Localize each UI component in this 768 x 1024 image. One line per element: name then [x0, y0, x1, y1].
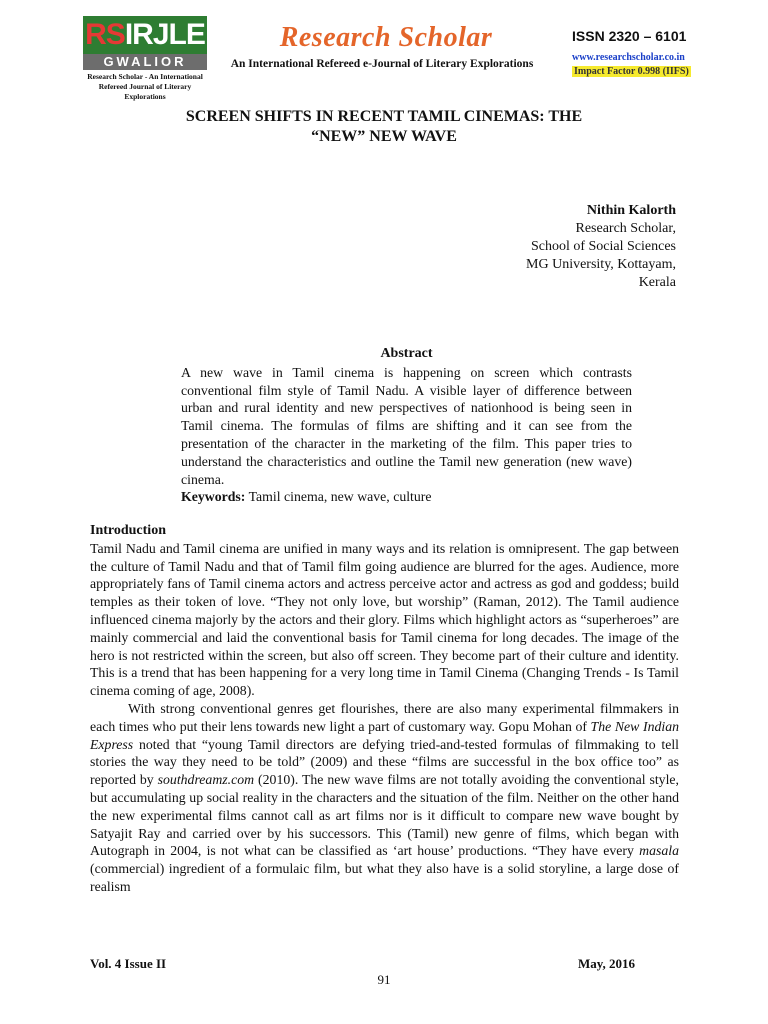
introduction-section	[90, 522, 679, 896]
para2-part-d: (commercial) ingredient of a formulaic film, but what they also have is a solid storyline, a large dose of realism	[90, 861, 679, 894]
footer-date: May, 2016	[577, 956, 635, 971]
para2-source-newspaper: The New Indian Express	[90, 718, 679, 752]
impact-factor: Impact Factor 0.998 (IIFS)	[574, 66, 689, 77]
author-block	[526, 202, 676, 292]
para2-source-website: southdreamz.com	[157, 772, 255, 788]
article-title	[130, 107, 638, 147]
abstract-section	[181, 345, 632, 506]
author-state: Kerala	[638, 275, 676, 290]
keywords-list: Tamil cinema, new wave, culture	[245, 489, 432, 505]
keywords	[181, 488, 632, 506]
issn: ISSN 2320 – 6101	[572, 28, 687, 44]
author-university: MG University, Kottayam,	[526, 257, 676, 272]
logo-tagline-line2: Refereed Journal of Literary Explorations	[98, 82, 192, 101]
para2-part-b: noted that “young Tamil directors are defying tried-and-tested formulas of filmmaking to tell stories the way they need to be told” (2009) and these “films are successful in the box office too” as reported by	[90, 736, 679, 788]
page-number: 91	[377, 972, 391, 987]
logo-city: GWALIOR	[83, 54, 207, 70]
para2-part-c: (2010). The new wave films are not totally avoiding the conventional style, but accumulating up social reality in the characters and the situation of the film. Neither on the other hand the new experimental films cannot call as art films nor is it difficult to compare new wave bought by Satyajit Ray and carried over by his successors. This (Tamil) new genre of films, which began with Autograph in 2004, is not what can be classified as ‘art house’ productions. “They have every	[90, 772, 679, 859]
abstract-heading: Abstract	[380, 346, 433, 361]
journal-title: Research Scholar	[279, 22, 493, 53]
abstract-text: A new wave in Tamil cinema is happening on screen which contrasts conventional film style of Tamil Nadu. A visible layer of difference between urban and rural identity and new perspectives of nationhood is being seen in Tamil cinema. The formulas of films are shifting and it can see from the presentation of the character in the marketing of the film. This paper tries to understand the characteristics and outline the Tamil new generation (new wave) cinema.	[181, 364, 632, 487]
logo-tagline-line1: Research Scholar - An International	[87, 72, 203, 81]
logo-tagline	[83, 72, 207, 102]
para2-term-masala: masala	[639, 843, 679, 859]
footer-volume: Vol. 4 Issue II	[90, 956, 167, 971]
logo-acronym-red: RS	[85, 18, 125, 51]
journal-website-link[interactable]: www.researchscholar.co.in	[572, 52, 685, 63]
article-title-line2: “NEW” NEW WAVE	[311, 128, 457, 145]
introduction-heading: Introduction	[90, 523, 166, 538]
author-name: Nithin Kalorth	[586, 203, 676, 218]
logo-acronym	[83, 16, 207, 54]
author-school: School of Social Sciences	[530, 239, 676, 254]
journal-logo	[83, 16, 207, 101]
article-title-line1: SCREEN SHIFTS IN RECENT TAMIL CINEMAS: THE	[185, 108, 583, 125]
journal-subtitle: An International Refereed e-Journal of Literary Explorations	[230, 58, 534, 70]
author-role: Research Scholar,	[575, 221, 676, 236]
introduction-paragraph-2	[90, 700, 679, 896]
logo-acronym-rest: IRJLE	[124, 18, 205, 51]
keywords-label: Keywords:	[181, 489, 246, 505]
introduction-paragraph-1: Tamil Nadu and Tamil cinema are unified in many ways and its relation is omnipresent. The gap between the culture of Tamil Nadu and that of Tamil film going audience are blurred for the ages. Audience, more appropriately fans of Tamil cinema actors and actress perceive actor and actress as god and goddess; build temples as their token of love. “They not only love, but worship” (Raman, 2012). The Tamil audience influenced cinema majorly by the actors and their glory. Films which highlight actors as “superheroes” are mainly commercial and laid the conventional basis for Tamil cinema for long decades. The image of the hero is not restricted within the screen, but also off screen. They become part of their culture and identity. This is a trend that has been happening for a very long time in Tamil Cinema (Changing Trends - Is Tamil cinema coming of age, 2008).	[90, 540, 679, 699]
para2-part-a: With strong conventional genres get flourishes, there are also many experimental filmmakers in each times who put their lens towards new light a part of customary way. Gopu Mohan of	[90, 700, 679, 734]
